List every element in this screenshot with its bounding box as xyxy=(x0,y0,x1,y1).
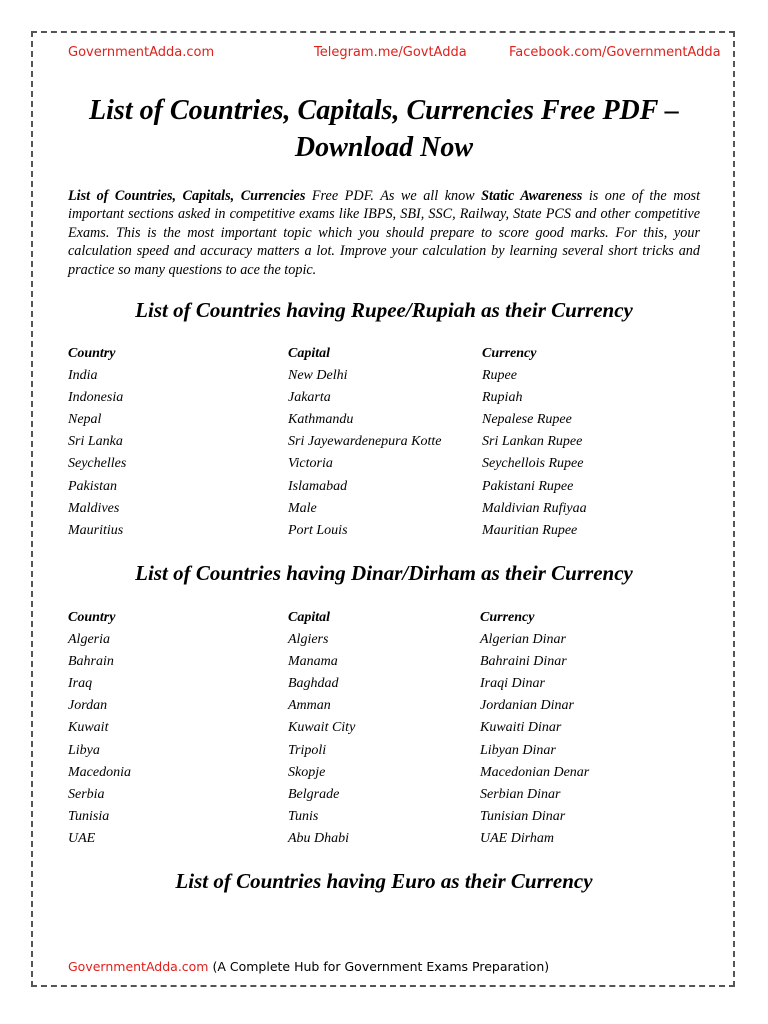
table-row xyxy=(68,740,708,762)
title-line-2: Download Now xyxy=(294,132,474,163)
capital-cell: Algiers xyxy=(288,632,329,648)
table-row xyxy=(68,387,708,409)
capital-cell: Kuwait City xyxy=(288,720,356,736)
table-row xyxy=(68,784,708,806)
country-cell: Bahrain xyxy=(68,654,114,670)
page-title xyxy=(60,92,708,166)
table-row xyxy=(68,453,708,475)
country-cell: Serbia xyxy=(68,786,105,802)
intro-lead: List of Countries, Capitals, Currencies xyxy=(68,188,306,204)
table-row xyxy=(68,828,708,850)
table-row xyxy=(68,365,708,387)
capital-cell: Amman xyxy=(288,698,331,714)
country-cell: Iraq xyxy=(68,676,93,692)
rupee-section-heading: List of Countries having Rupee/Rupiah as their Currency xyxy=(135,298,633,322)
country-cell: Kuwait xyxy=(68,720,109,736)
dinar-section-heading: List of Countries having Dinar/Dirham as their Currency xyxy=(135,561,633,585)
country-cell: Macedonia xyxy=(68,764,131,780)
col-header-country: Country xyxy=(68,346,116,361)
col-header-currency: Currency xyxy=(482,346,537,361)
currency-cell: Bahraini Dinar xyxy=(480,654,567,670)
table-row xyxy=(68,409,708,431)
currency-cell: Nepalese Rupee xyxy=(482,412,572,428)
footer xyxy=(68,959,549,974)
capital-cell: Kathmandu xyxy=(288,412,354,428)
country-cell: Seychelles xyxy=(68,456,127,472)
capital-cell: Manama xyxy=(288,654,338,670)
table-row xyxy=(68,431,708,453)
intro-text-1: Free PDF. As we all know xyxy=(305,188,482,204)
title-line-1: List of Countries, Capitals, Currencies Free PDF – xyxy=(89,95,679,126)
site-link[interactable]: GovernmentAdda.com xyxy=(68,45,215,60)
capital-cell: New Delhi xyxy=(288,368,348,384)
table-row xyxy=(68,695,708,717)
currency-cell: Mauritian Rupee xyxy=(482,522,578,538)
euro-section-heading: List of Countries having Euro as their Currency xyxy=(175,869,593,893)
country-cell: Algeria xyxy=(68,632,110,648)
table-row xyxy=(68,651,708,673)
rupee-table xyxy=(68,343,708,542)
capital-cell: Male xyxy=(288,500,317,516)
intro-bold-term: Static Awareness xyxy=(481,188,583,204)
country-cell: Mauritius xyxy=(68,522,124,538)
country-cell: Indonesia xyxy=(68,390,124,406)
table-row xyxy=(68,673,708,695)
table-row xyxy=(68,629,708,651)
currency-cell: UAE Dirham xyxy=(480,830,555,846)
telegram-link[interactable]: Telegram.me/GovtAdda xyxy=(314,45,467,60)
country-cell: Pakistan xyxy=(68,478,117,494)
rupee-table-body xyxy=(68,365,708,542)
country-cell: Libya xyxy=(68,742,100,758)
capital-cell: Port Louis xyxy=(288,522,348,538)
currency-cell: Seychellois Rupee xyxy=(482,456,584,472)
currency-cell: Algerian Dinar xyxy=(480,632,566,648)
capital-cell: Tunis xyxy=(288,808,319,824)
currency-cell: Tunisian Dinar xyxy=(480,808,566,824)
table-row xyxy=(68,498,708,520)
currency-cell: Kuwaiti Dinar xyxy=(480,720,562,736)
country-cell: UAE xyxy=(68,830,96,846)
country-cell: India xyxy=(68,368,98,384)
capital-cell: Tripoli xyxy=(288,742,327,758)
currency-cell: Maldivian Rufiyaa xyxy=(482,500,587,516)
table-row xyxy=(68,717,708,739)
country-cell: Maldives xyxy=(68,500,120,516)
currency-cell: Rupiah xyxy=(482,390,523,406)
dinar-table-body xyxy=(68,629,708,850)
facebook-link[interactable]: Facebook.com/GovernmentAdda xyxy=(509,45,721,60)
col-header-country: Country xyxy=(68,610,116,625)
intro-paragraph xyxy=(68,187,700,279)
capital-cell: Baghdad xyxy=(288,676,339,692)
table-header-row xyxy=(68,343,708,365)
currency-cell: Serbian Dinar xyxy=(480,786,561,802)
capital-cell: Belgrade xyxy=(288,786,340,802)
capital-cell: Jakarta xyxy=(288,390,331,406)
table-row xyxy=(68,520,708,542)
capital-cell: Victoria xyxy=(288,456,333,472)
currency-cell: Pakistani Rupee xyxy=(482,478,574,494)
currency-cell: Iraqi Dinar xyxy=(480,676,545,692)
table-row xyxy=(68,762,708,784)
col-header-capital: Capital xyxy=(288,610,331,625)
col-header-capital: Capital xyxy=(288,346,331,361)
country-cell: Tunisia xyxy=(68,808,110,824)
intro-text-2: is one of the most important sections asked in competitive exams like IBPS, SBI, SSC, Railway, State PCS and other competitive Exams. This is the most important topic which you should prepare to score good marks. For this, your calculation speed and accuracy matters a lot. Improve your calculation by learning several short tricks and practice so many questions to ace the topic. xyxy=(68,188,701,278)
country-cell: Sri Lanka xyxy=(68,434,123,450)
footer-tagline: (A Complete Hub for Government Exams Preparation) xyxy=(208,959,550,974)
capital-cell: Abu Dhabi xyxy=(288,830,350,846)
country-cell: Nepal xyxy=(68,412,102,428)
country-cell: Jordan xyxy=(68,698,108,714)
currency-cell: Rupee xyxy=(482,368,517,384)
currency-cell: Jordanian Dinar xyxy=(480,698,574,714)
capital-cell: Sri Jayewardenepura Kotte xyxy=(288,434,442,450)
footer-brand-link[interactable]: GovernmentAdda.com xyxy=(68,959,209,974)
currency-cell: Libyan Dinar xyxy=(480,742,556,758)
dinar-table xyxy=(68,607,708,850)
col-header-currency: Currency xyxy=(480,610,535,625)
capital-cell: Islamabad xyxy=(288,478,348,494)
table-header-row xyxy=(68,607,708,629)
capital-cell: Skopje xyxy=(288,764,326,780)
table-row xyxy=(68,476,708,498)
currency-cell: Macedonian Denar xyxy=(480,764,590,780)
table-row xyxy=(68,806,708,828)
currency-cell: Sri Lankan Rupee xyxy=(482,434,583,450)
